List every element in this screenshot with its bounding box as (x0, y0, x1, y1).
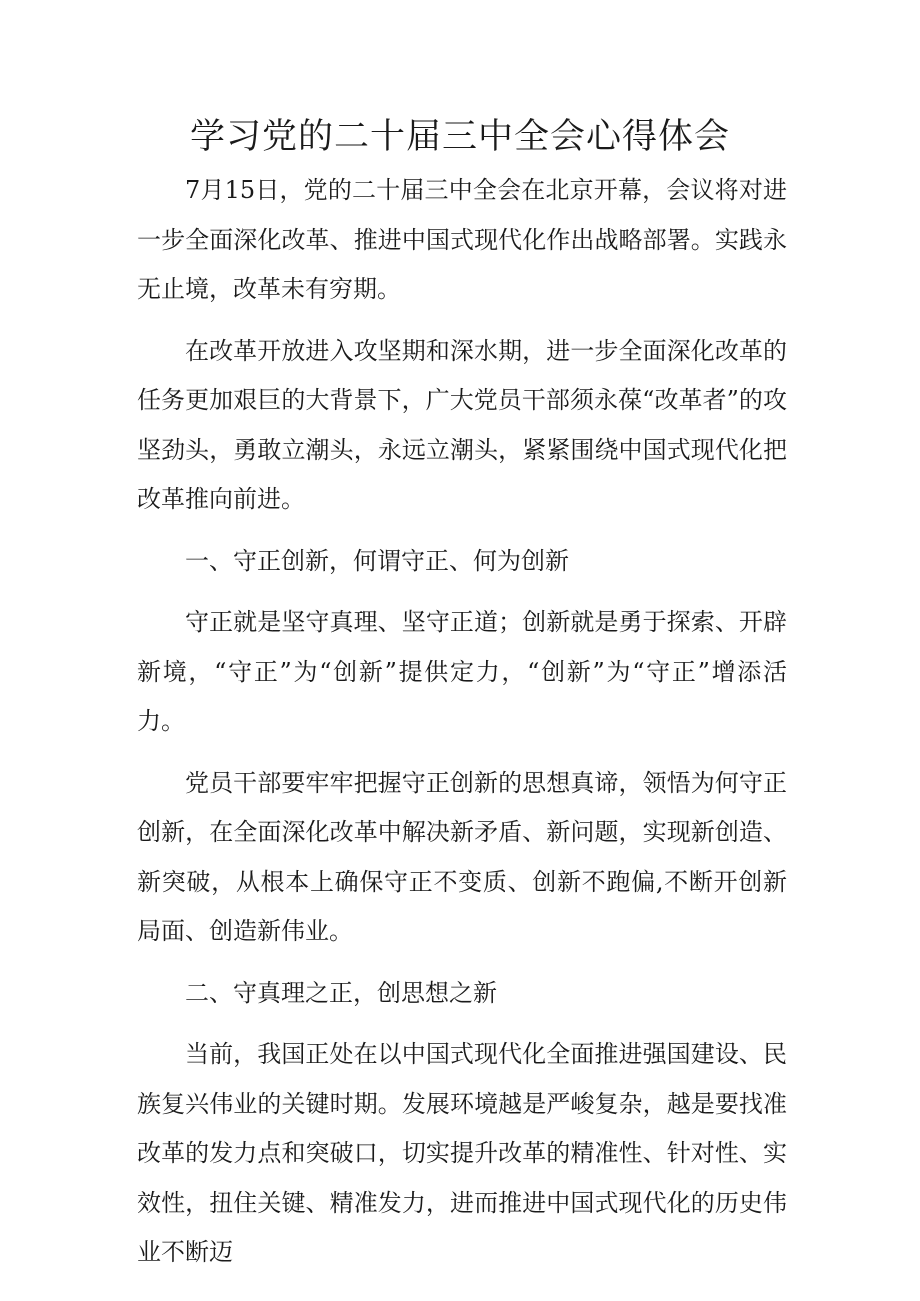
section-heading-2: 二、守真理之正，创思想之新 (185, 978, 497, 1007)
paragraph-current: 当前，我国正处在以中国式现代化全面推进强国建设、民族复兴伟业的关键时期。发展环境越是严峻复杂，越是要找准改革的发力点和突破口，切实提升改革的精准性、针对性、实效性，扭住关键、精准发力，进而推进中国式现代化的历史伟业不断迈 (137, 1040, 787, 1266)
paragraph-background: 在改革开放进入攻坚期和深水期，进一步全面深化改革的任务更加艰巨的大背景下，广大党员干部须永葆“改革者”的攻坚劲头，勇敢立潮头，永远立潮头，紧紧围绕中国式现代化把改革推向前进。 (137, 336, 787, 513)
section-heading-1: 一、守正创新，何谓守正、何为创新 (185, 546, 569, 575)
document-title: 学习党的二十届三中全会心得体会 (189, 117, 730, 157)
paragraph-definition: 守正就是坚守真理、坚守正道；创新就是勇于探索、开辟新境，“守正”为“创新”提供定力，“创新”为“守正”增添活力。 (137, 608, 787, 735)
paragraph-cadres: 党员干部要牢牢把握守正创新的思想真谛，领悟为何守正创新，在全面深化改革中解决新矛盾、新问题，实现新创造、新突破，从根本上确保守正不变质、创新不跑偏,不断开创新局面、创造新伟业。 (137, 768, 787, 945)
document-body (137, 166, 787, 1290)
paragraph-opening: 7月15日，党的二十届三中全会在北京开幕，会议将对进一步全面深化改革、推进中国式现代化作出战略部署。实践永无止境，改革未有穷期。 (137, 176, 787, 303)
